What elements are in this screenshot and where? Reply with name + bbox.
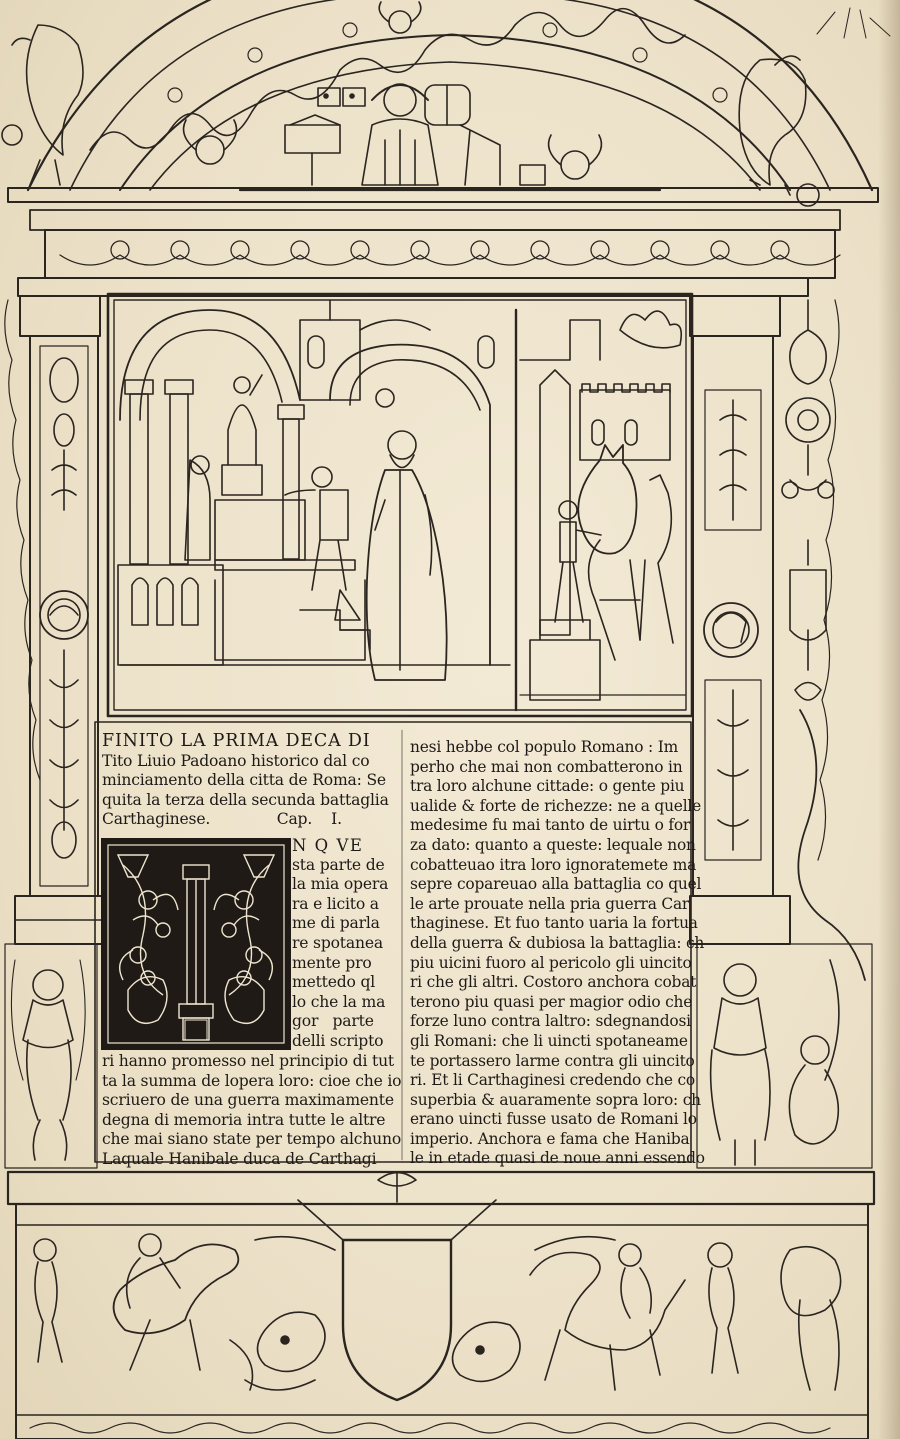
text-line: superbia & auaramente sopra loro: ch [410,1090,701,1109]
text-line: ri hanno promesso nel principio di tut [102,1052,394,1070]
page-gutter-shadow [878,0,900,1439]
text-line: sta parte de [292,855,385,874]
chapter-heading: FINITO LA PRIMA DECA DI [102,731,371,751]
decorated-initial-ornament [103,840,289,1048]
text-line: za dato: quanto a queste: lequale non [410,835,696,854]
text-line: ri che gli altri. Costoro anchora cobat [410,973,697,992]
main-illustration [108,294,692,716]
text-line: ta la summa de lopera loro: cioe che io [102,1071,402,1090]
arch-lunette [28,0,872,190]
text-line: minciamento della citta de Roma: Se [102,771,386,790]
right-pilaster [690,296,865,980]
decorated-initial [101,838,291,1050]
text-line: che mai siano state per tempo alchuno [102,1130,402,1149]
text-line: cobatteuao itra loro ignoratemete ma [410,855,697,874]
text-line: me di parla [292,914,380,933]
text-line: perho che mai non combatterono in [410,757,683,776]
text-line: Tito Liuio Padoano historico dal co [102,751,370,770]
entablature [8,188,878,296]
text-line: ra e licito a [292,894,379,913]
text-line: la mia opera [292,875,389,894]
left-text-column [102,732,402,830]
text-line: le in etade quasi de noue anni essendo [410,1149,705,1168]
right-text-column [410,738,705,1169]
text-line: N Q VE [292,836,364,855]
text-line: forze luno contra laltro: sdegnandosi [410,1012,691,1031]
text-line: nesi hebbe col populo Romano : Im [410,738,678,756]
text-line: imperio. Anchora e fama che Haniba [410,1129,690,1148]
text-line: piu uicini fuoro al pericolo gli uincito [410,953,692,972]
text-line: re spotanea [292,933,383,952]
bottom-frieze [8,1172,874,1439]
text-line: tra loro alchune cittade: o gente piu [410,777,685,796]
left-pilaster [5,296,115,944]
text-line: medesime fu mai tanto de uirtu o for [410,816,691,835]
text-line: lo che la ma [292,992,386,1011]
text-line: quita la terza della secunda battaglia [102,790,389,809]
text-line: mettedo ql [292,973,376,992]
text-line: gli Romani: che li uincti spotaneame [410,1031,688,1050]
text-line: erano uincti fusse usato de Romani lo [410,1110,697,1129]
text-line: delli scripto [292,1031,384,1050]
text-line: te portassero larme contra gli uincito [410,1051,695,1070]
left-text-continuation [102,1052,402,1170]
text-line: thaginese. Et fuo tanto uaria la fortua [410,914,698,933]
text-line: ri. Et li Carthaginesi credendo che co [410,1071,695,1090]
text-line: della guerra & dubiosa la battaglia: ch [410,933,705,952]
text-line: ualide & forte de richezze: ne a quelle [410,796,702,815]
text-line: gor parte [292,1012,374,1031]
text-line: scriuero de una guerra maximamente [102,1091,394,1110]
text-line: terono piu quasi per magior odio che [410,992,693,1011]
chapter-label-line: Carthaginese. Cap. I. [102,810,342,829]
text-line: degna di memoria intra tutte le altre [102,1110,386,1129]
indented-text-block [292,836,404,1052]
text-line: sepre copareuao alla battaglia co quel [410,875,702,894]
text-line: mente pro [292,953,372,972]
text-line: le arte prouate nella pria guerra Car [410,894,690,913]
text-line: Laquale Hanibale duca de Carthagi [102,1149,377,1168]
